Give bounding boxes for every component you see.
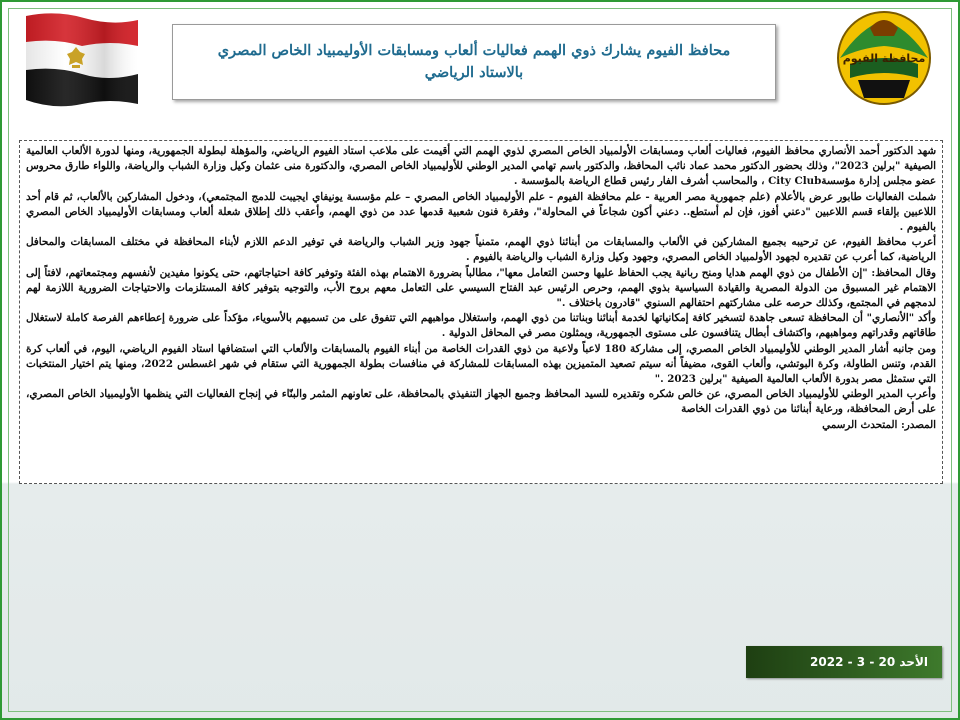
article-paragraph-7: وأعرب المدير الوطني للأوليمبياد الخاص المصري، عن خالص شكره وتقديره للسيد المحافظ وجميع الجهاز التنفيذي بالمحافظة، على تعاونهم المثمر والبنّاء في إنجاح الفعاليات التي ينظمها الأوليمبياد الخاص المصري، على أرض المحافظة، ورعاية أبنائنا من ذوي القدرات الخاصة: [26, 388, 936, 416]
article-paragraph-3: أعرب محافظ الفيوم، عن ترحيبه بجميع المشاركين في الألعاب والمسابقات من أبنائنا ذوي الهمم، متمنياً جهود وزير الشباب والرياضة في توفير الدعم اللازم لأبناء المحافظة في مختلف المسابقات والمحافل الرياضية، كما أعرب عن تقديره لجهود الأولمبياد الخاص المصري، وجهود وكيل وزارة الشباب والرياضة بالفيوم .: [26, 236, 936, 264]
egypt-flag-icon: [22, 10, 140, 110]
fayoum-governorate-logo: [830, 8, 938, 108]
title-box: [172, 24, 776, 100]
article-paragraph-1: شهد الدكتور أحمد الأنصاري محافظ الفيوم، فعاليات ألعاب ومسابقات الأولمبياد الخاص المصري لذوي الهمم التي أقيمت على ملاعب استاد الفيوم الرياضي، والمؤهلة لبطولة الجمهورية، ومنها لدورة الألعاب العالمية الصيفية "برلين 2023"، وذلك بحضور الدكتور محمد عماد نائب المحافظ، والدكتور باسم تهامي المدير الوطني للأوليمبياد الخاص المصري، والدكتورة منى عثمان وكيل وزارة الشباب والرياضة، واللواء طارق محروس عضو مجلس إدارة مؤسسةCity Club ، والمحاسب أشرف الفار رئيس قطاع الرياضة بالمؤسسة .: [26, 145, 936, 188]
article-paragraph-5: وأكد "الأنصاري" أن المحافظة تسعى جاهدة لتسخير كافة إمكانياتها لخدمة أبنائنا وبناتنا من ذوي الهمم، واستغلال مواهبهم التي تتفوق على من تسميهم بالأسوياء، مؤكداً على ضرورة إعطاءهم الفرصة كاملة لاستغلال طاقاتهم وقدراتهم ومواهبهم، واكتشاف أبطال يتنافسون على مستوى الجمهورية، ويمثلون مصر في المحافل الدولية .: [26, 312, 936, 340]
article-paragraph-6: ومن جانبه أشار المدير الوطني للأوليمبياد الخاص المصري، إلى مشاركة 180 لاعباً ولاعبة من ذوي القدرات الخاصة من أبناء الفيوم بالمسابقات والألعاب التي استضافها استاد الفيوم الرياضي، اليوم، في ألعاب كرة القدم، وتنس الطاولة، وكرة البوتشي، وألعاب القوى، مضيفاً أنه سيتم تصعيد المتميزين بهذه المسابقات للمشاركة في منافسات بطولة الجمهورية التي ستقام في شهر اغسطس 2022، ومنها يتم اختيار المنتخبات التي ستمثل مصر بدورة الألعاب العالمية الصيفية "برلين 2023 .": [26, 342, 936, 386]
article-paragraph-4: وقال المحافظ: "إن الأطفال من ذوي الهمم هدايا ومنح ربانية يجب الحفاظ عليها وحسن التعامل معها"، مطالباً بضرورة الاهتمام بهذه الفئة وتوفير كافة احتياجاتهم، حتى يكونوا مفيدين لأنفسهم ومجتمعاتهم، لافتاً إلى الاهتمام غير المسبوق من الدولة المصرية والقيادة السياسية بذوي الهمم، وحرص الرئيس عبد الفتاح السيسي على التعامل معهم بروح الأب، والتوجيه بتوفير كافة المستلزمات والاحتياجات الضرورية اللازمة لهم لدمجهم في المجتمع، وكذلك حرصه على مشاركتهم احتفالهم السنوي "قادرون باختلاف .": [26, 266, 936, 310]
logo-text: محافظة الفيوم: [842, 52, 926, 65]
article-paragraph-2: شملت الفعاليات طابور عرض بالأعلام (علم جمهورية مصر العربية - علم محافظة الفيوم - علم الأوليمبياد الخاص المصري – علم مؤسسة يونيفاي ايجيبت للدمج المجتمعي)، ودخول المشاركين بالألعاب، ثم قام أحد اللاعبين بإلقاء قسم اللاعبين "دعني أفوز، فإن لم أستطع.. دعني أكون شجاعاً في المحاولة"، وفقرة فنون شعبية قدمها عدد من ذوي الهمم، وأعقب ذلك إطلاق شعلة ألعاب ومسابقات الأوليمبياد الخاص المصري بالفيوم .: [26, 190, 936, 234]
publish-date: الأحد 20 - 3 - 2022: [810, 655, 928, 669]
page-title: محافظ الفيوم يشارك ذوي الهمم فعاليات ألعاب ومسابقات الأوليمبياد الخاص المصري بالاستاد الرياضي: [217, 42, 731, 81]
article-body: [19, 140, 943, 484]
article-source: المصدر: المتحدث الرسمي: [822, 418, 936, 431]
date-bar: [746, 646, 942, 678]
